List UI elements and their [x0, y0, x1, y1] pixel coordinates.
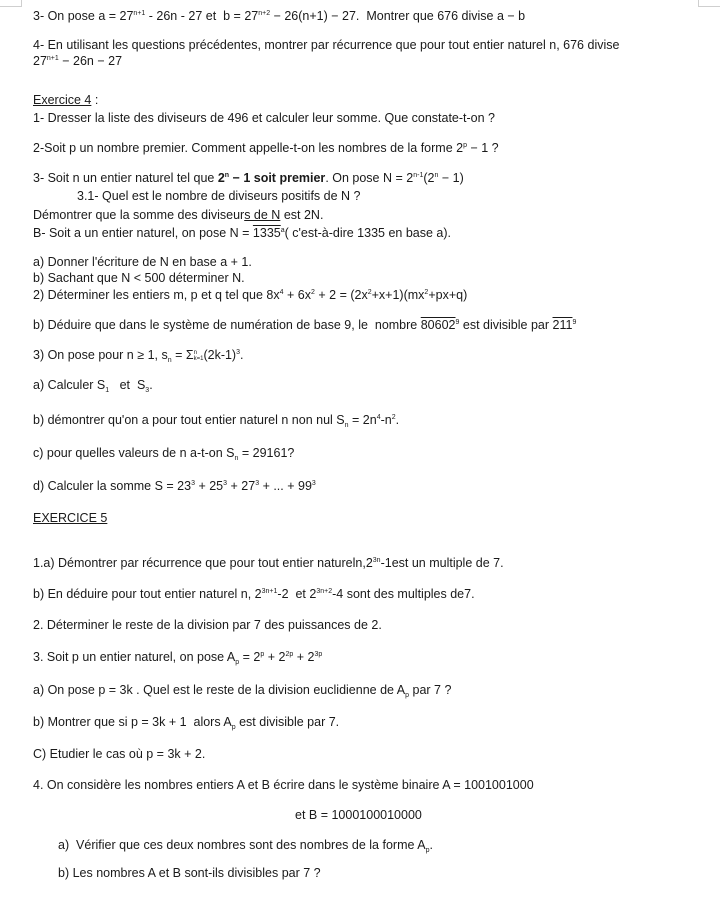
exercise-4-b-b: b) Sachant que N < 500 déterminer N. [33, 271, 245, 285]
exercise-4-q2: 2-Soit p un nombre premier. Comment appelle-t-on les nombres de la forme $2^p - 1$ ? [33, 141, 499, 155]
exercise-4-b-a: a) Donner l'écriture de N en base a + 1. [33, 255, 252, 269]
exercise-5-q4b: b) Les nombres A et B sont-ils divisibles par 7 ? [58, 866, 321, 880]
exercise-5-q2: 2. Déterminer le reste de la division par 7 des puissances de 2. [33, 618, 382, 632]
exercise-4-part-3a: a) Calculer $S_1$ et $S_3$. [33, 378, 153, 394]
exercise-4-q1: 1- Dresser la liste des diviseurs de 496 et calculer leur somme. Que constate-t-on ? [33, 111, 496, 125]
exercise-4-q3-1: 3.1- Quel est le nombre de diviseurs positifs de N ? [77, 189, 361, 203]
exercise-4-title [33, 93, 98, 108]
exercise-5-q4: 4. On considère les nombres entiers A et B écrire dans le système binaire A = 1001001000 [33, 778, 534, 792]
exercise-4-demo: Démontrer que la somme des diviseurs de N est 2N. [33, 208, 324, 222]
exercise-4-part-b: B- Soit a un entier naturel, on pose $N = 1335^a$( c'est-à-dire 1335 en base a). [33, 226, 452, 240]
exercise-5-q1a: 1.a) Démontrer par récurrence que pour tout entier $natureln,2^{3n}-1est$ un multiple de 7. [33, 556, 504, 570]
exercise-4-title-suffix: : [91, 93, 99, 107]
exercise-4-part-2: 2) Déterminer les entiers m, p et q tel que $8x^4 + 6x^2 + 2 = (2x^2+x+1)(mx^2+px+q)$ [33, 288, 468, 302]
exercise-4-part-2b: b) Déduire que dans le système de numération de base 9, le nombre 80602$^9$ est divisible par $211^9$ [33, 318, 577, 332]
exercise-4-part-3b: b) démontrer qu'on a pour tout entier naturel n non nul $S_n = 2n^4-n^2$. [33, 413, 400, 429]
question-4-line-2: $27^{n+1} - 26n - 27$ [33, 54, 123, 68]
exercise-5-q1b: b) En déduire pour tout entier naturel n, $2^{3n+1}-2$ et $2^{3n+2}-4$ sont des multiples de7. [33, 587, 475, 601]
page-corner-left [0, 0, 22, 7]
exercise-5-q3: 3. Soit p un entier naturel, on pose $A_p = 2^p + 2^{2p} + 2^{3p}$ [33, 650, 323, 666]
exercise-4-q3: 3- Soit n un entier naturel tel que $2^n - 1$ soit premier. On pose $N = 2^{n-1}(2^n - 1)$ [33, 171, 464, 185]
question-4-line-1: 4- En utilisant les questions précédentes, montrer par récurrence que pour tout entier naturel n, 676 divise [33, 38, 620, 52]
exercise-4-part-3c: c) pour quelles valeurs de n a-t-on $S_n = 29161$? [33, 446, 295, 462]
exercise-4-title-text: Exercice 4 [33, 93, 92, 107]
exercise-4-part-3d: d) Calculer la somme $S = 23^3 + 25^3 + 27^3$ + ... + $99^3$ [33, 479, 316, 493]
exercise-5-q4-B: et B = 1000100010000 [295, 808, 422, 822]
page-corner-right [698, 0, 720, 7]
exercise-5-q3c: C) Etudier le cas où p = 3k + 2. [33, 747, 206, 761]
question-3-line: 3- On pose $a = 27^{n+1} - 26n - 27$ et $b = 27^{n+2} - 26(n+1) - 27$. Montrer que 676 divise a − b [33, 9, 526, 23]
exercise-4-part-3: 3) On pose pour n ≥ 1, $s_n = \Sigma$ n k=1 $(2k-1)^3$. [33, 348, 244, 364]
exercise-5-q4a: a) Vérifier que ces deux nombres sont des nombres de la forme $A_p$. [58, 838, 433, 854]
exercise-5-q3a: a) On pose p = 3k . Quel est le reste de la division euclidienne de $A_p$ par 7 ? [33, 683, 452, 699]
exercise-5-q3b: b) Montrer que si p = 3k + 1 alors $A_p$ est divisible par 7. [33, 715, 340, 731]
exercise-5-title: EXERCICE 5 [33, 511, 108, 525]
